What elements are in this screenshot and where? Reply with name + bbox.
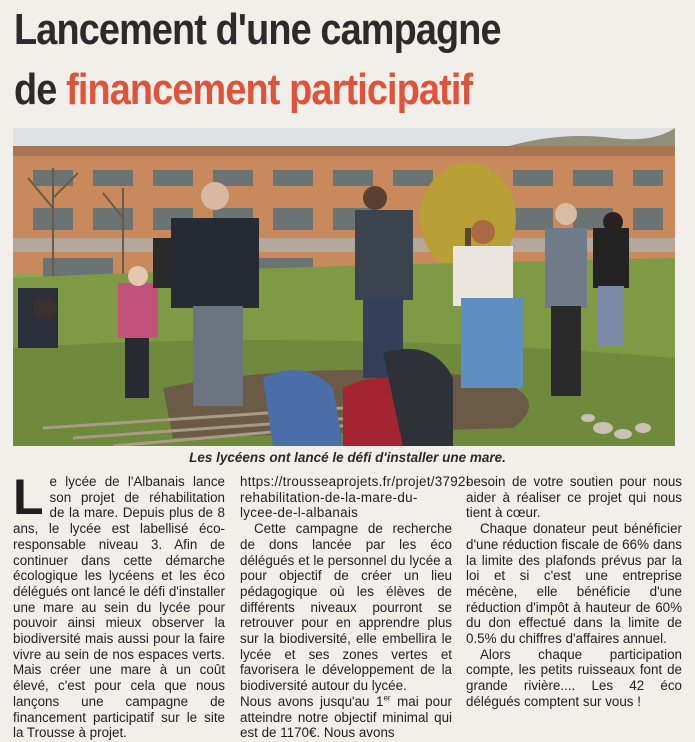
article-column-3 <box>466 474 682 710</box>
photo-caption: Les lycéens ont lancé le défi d'installer une mare. <box>189 450 506 465</box>
headline-line-2-red: financement participatif <box>66 65 473 114</box>
photo-students-digging-pond <box>13 128 675 446</box>
article-column-1 <box>13 469 225 741</box>
headline-line-2 <box>14 60 590 120</box>
paragraph-intro-text: e lycée de l'Albanais lance son projet de réhabilitation de la mare. Depuis plus de 8 ans, le lycée est labellisé éco-responsable niveau 3. Afin de continuer dans cette démarche écologique les lycéens et les éco délégués ont lancé le défi d'installer une mare au sein du lycée pour pouvoir ainsi mieux observer la biodiversité mais aussi pour la faire vivre au sein de nos espaces verts. Mais créer une mare à un coût élevé, c'est pour cela que nous lançons une campagne de financement participatif sur le site la Trousse à projet. <box>13 474 225 741</box>
paragraph-deadline <box>240 694 452 741</box>
paragraph-tax: Chaque donateur peut bénéficier d'une réduction fiscale de 66% dans la limite des plafonds prévus par la loi et si c'est une entreprise mécène, elle bénéficie d'une réduction d'impôt à hauteur de 60% du don effectué dans la limite de 0.5% du chiffres d'affaires annuel. <box>466 521 682 647</box>
paragraph-closing: Alors chaque participation compte, les petits ruisseaux font de grande rivière.... Les 42 éco délégués comptent sur vous ! <box>466 646 682 709</box>
headline-line-1: Lancement d'une campagne <box>14 5 501 54</box>
drop-cap: L <box>13 469 44 525</box>
headline-line-2-dark: de <box>14 65 67 114</box>
article-column-2 <box>240 474 471 741</box>
paragraph-campaign: Cette campagne de recherche de dons lancée par les éco délégués et le personnel du lycée a pour objectif de créer un lieu pédagogique où les élèves de différents niveaux pourront se retrouver pour en apprendre plus sur la biodiversité, elle embellira le lycée et ses zones vertes et favorisera le développement de la biodiversité autour du lycée. <box>240 521 452 694</box>
headline <box>14 0 590 120</box>
paragraph-support: besoin de votre soutien pour nous aider à réaliser ce projet qui nous tient à cœur. <box>466 474 682 521</box>
paragraph-deadline-sup: er <box>383 693 391 703</box>
paragraph-intro <box>13 469 225 741</box>
article-photo <box>13 128 675 446</box>
project-url: https://trousseaprojets.fr/projet/3792-rehabilitation-de-la-mare-du-lycee-de-l-albanais <box>240 474 471 521</box>
paragraph-deadline-b: mai pour atteindre notre objectif minimal qui est de 1170€. Nous avons <box>240 693 452 741</box>
paragraph-deadline-a: Nous avons jusqu'au 1 <box>240 693 384 709</box>
